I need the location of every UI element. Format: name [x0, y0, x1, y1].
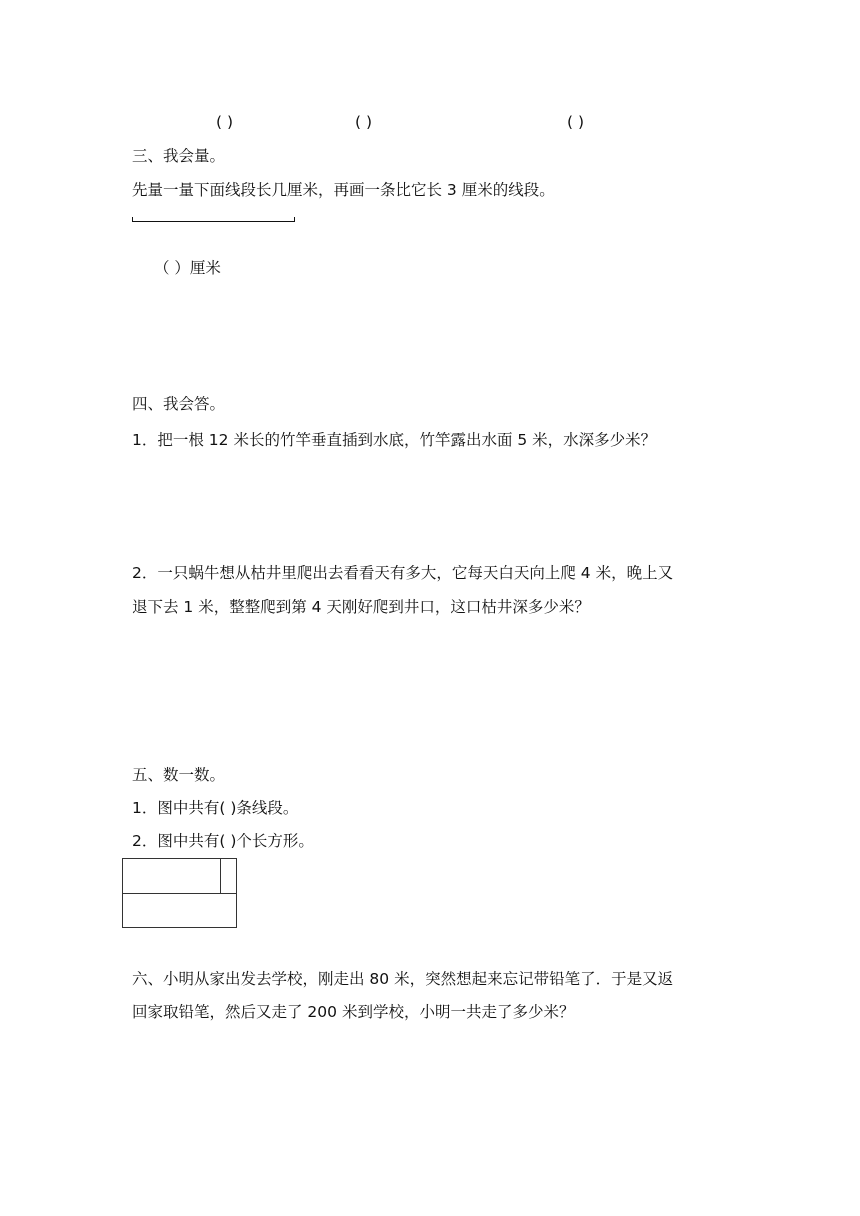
question-5-2: 2．图中共有( )个长方形。 [132, 832, 314, 850]
answer-blank-1[interactable]: ( ) [216, 113, 234, 131]
section-6-line-1: 六、小明从家出发去学校，刚走出 80 米，突然想起来忘记带铅笔了．于是又返 [132, 970, 674, 988]
question-4-1: 1．把一根 12 米长的竹竿垂直插到水底，竹竿露出水面 5 米，水深多少米？ [132, 431, 657, 449]
figure-vertical-divider [220, 859, 221, 893]
section-4-title: 四、我会答。 [132, 395, 226, 413]
section-6-line-2: 回家取铅笔，然后又走了 200 米到学校，小明一共走了多少米？ [132, 1003, 575, 1021]
rectangle-count-figure [122, 858, 237, 928]
figure-horizontal-divider [123, 893, 236, 894]
question-4-2-line-2: 退下去 1 米，整整爬到第 4 天刚好爬到井口，这口枯井深多少米？ [132, 598, 590, 616]
answer-blank-2[interactable]: ( ) [355, 113, 373, 131]
section-3-title: 三、我会量。 [132, 147, 226, 165]
section-3-instruction: 先量一量下面线段长几厘米，再画一条比它长 3 厘米的线段。 [132, 181, 555, 199]
question-4-2-line-1: 2．一只蜗牛想从枯井里爬出去看看天有多大，它每天白天向上爬 4 米，晚上又 [132, 564, 674, 582]
length-answer-blank[interactable]: （ ）厘米 [154, 259, 221, 277]
answer-blank-3[interactable]: ( ) [567, 113, 585, 131]
question-5-1: 1．图中共有( )条线段。 [132, 799, 299, 817]
section-5-title: 五、数一数。 [132, 766, 226, 784]
line-segment-figure [132, 217, 295, 222]
